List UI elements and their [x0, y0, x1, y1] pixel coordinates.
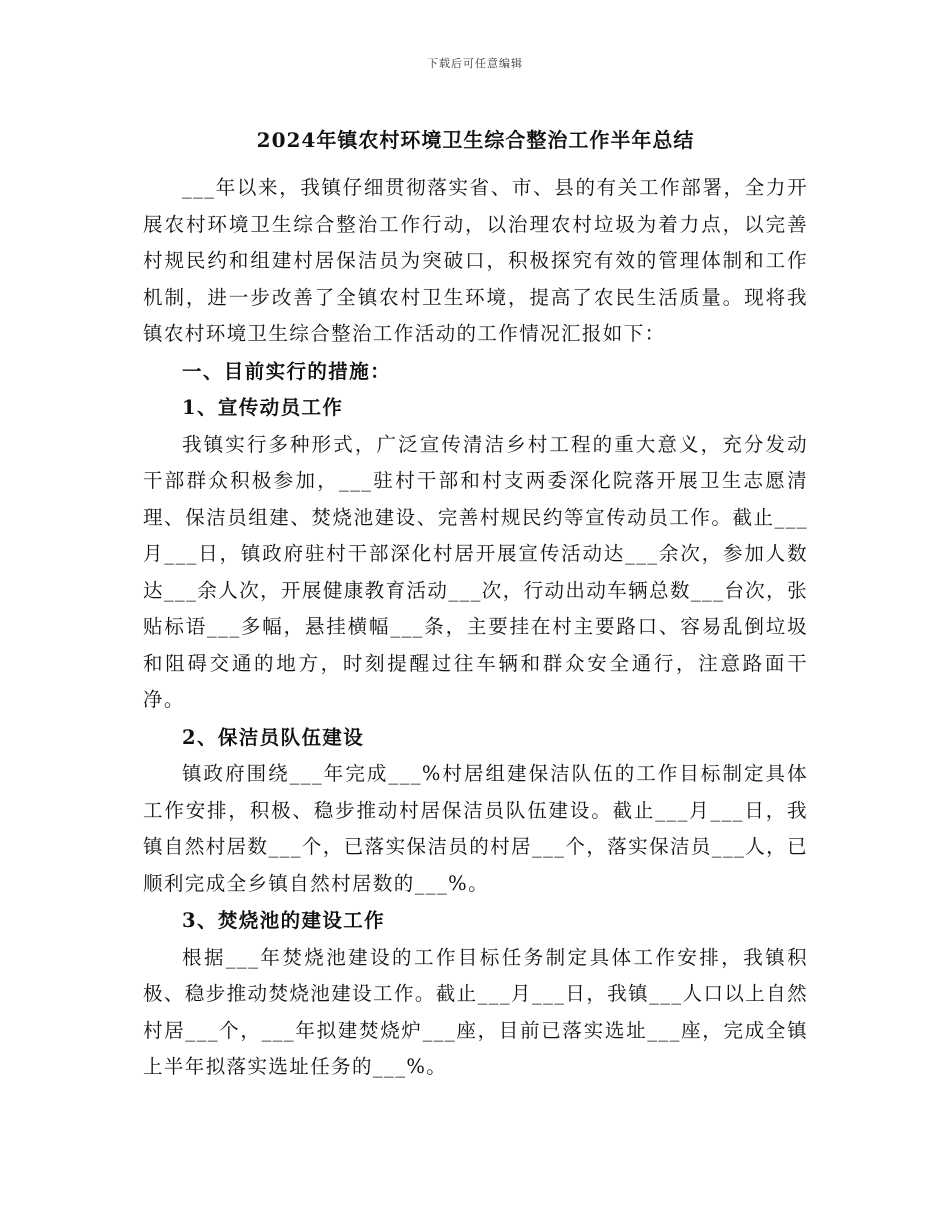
document-body [143, 124, 808, 1087]
incinerator-paragraph: 根据___年焚烧池建设的工作目标任务制定具体工作安排，我镇积极、稳步推动焚烧池建设工作。截止___月___日，我镇___人口以上自然村居___个，___年拟建焚烧炉___座，目前已落实选址___座，完成全镇上半年拟落实选址任务的___%。 [143, 945, 808, 1078]
document-title: 2024年镇农村环境卫生综合整治工作半年总结 [256, 128, 695, 152]
subheading-publicity: 1、宣传动员工作 [182, 396, 344, 419]
subheading-cleaners: 2、保洁员队伍建设 [182, 725, 365, 749]
intro-paragraph: ___年以来，我镇仔细贯彻落实省、市、县的有关工作部署，全力开展农村环境卫生综合整治工作行动，以治理农村垃圾为着力点，以完善村规民约和组建村居保洁员为突破口，积极探究有效的管理体制和工作机制，进一步改善了全镇农村卫生环境，提高了农民生活质量。现将我镇农村环境卫生综合整治工作活动的工作情况汇报如下： [143, 176, 808, 345]
header-note: 下载后可任意编辑 [427, 57, 523, 70]
subheading-incinerator: 3、焚烧池的建设工作 [182, 909, 386, 932]
publicity-paragraph: 我镇实行多种形式，广泛宣传清洁乡村工程的重大意义，充分发动干部群众积极参加，___驻村干部和村支两委深化院落开展卫生志愿清理、保洁员组建、焚烧池建设、完善村规民约等宣传动员工作。截止___月___日，镇政府驻村干部深化村居开展宣传活动达___余次，参加人数达___余人次，开展健康教育活动___次，行动出动车辆总数___台次，张贴标语___多幅，悬挂横幅___条，主要挂在村主要路口、容易乱倒垃圾和阻碍交通的地方，时刻提醒过往车辆和群众安全通行，注意路面干净。 [143, 432, 808, 711]
section-heading-measures: 一、目前实行的措施： [182, 359, 392, 383]
cleaners-paragraph: 镇政府围绕___年完成___%村居组建保洁队伍的工作目标制定具体工作安排，积极、稳步推动村居保洁员队伍建设。截止___月___日，我镇自然村居数___个，已落实保洁员的村居___个，落实保洁员___人，已顺利完成全乡镇自然村居数的___%。 [143, 762, 808, 895]
